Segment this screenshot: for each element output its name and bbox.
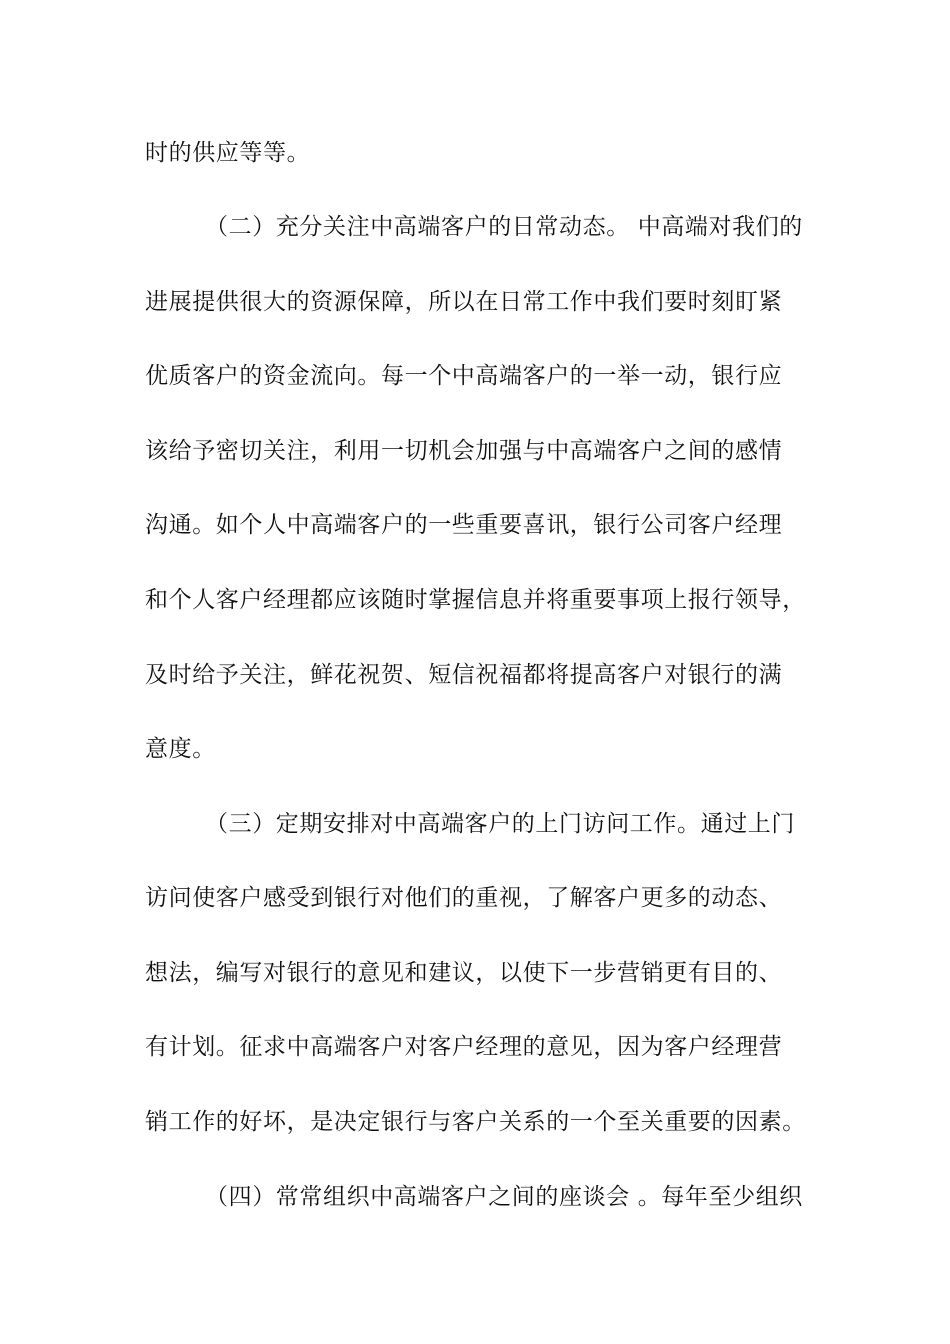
paragraph-heading-4: （四）常常组织中高端客户之间的座谈会 。每年至少组织 bbox=[205, 1184, 803, 1210]
text-line: 及时给予关注，鲜花祝贺、短信祝福都将提高客户对银行的满 bbox=[145, 662, 783, 688]
text-line: 沟通。如个人中高端客户的一些重要喜讯，银行公司客户经理 bbox=[145, 512, 783, 538]
text-line: 销工作的好坏，是决定银行与客户关系的一个至关重要的因素。 bbox=[145, 1109, 806, 1135]
paragraph-heading-2: （二）充分关注中高端客户的日常动态。 中高端对我们的 bbox=[205, 214, 803, 240]
text-line: 进展提供很大的资源保障，所以在日常工作中我们要时刻盯紧 bbox=[145, 289, 783, 315]
text-line: 访问使客户感受到银行对他们的重视，了解客户更多的动态、 bbox=[145, 885, 783, 911]
text-line: 和个人客户经理都应该随时掌握信息并将重要事项上报行领导， bbox=[145, 587, 806, 613]
text-line: 意度。 bbox=[145, 736, 216, 762]
text-line: 想法，编写对银行的意见和建议，以使下一步营销更有目的、 bbox=[145, 960, 783, 986]
text-line: 时的供应等等。 bbox=[145, 140, 311, 166]
text-line: 优质客户的资金流向。每一个中高端客户的一举一动，银行应 bbox=[145, 363, 783, 389]
text-line: 有计划。征求中高端客户对客户经理的意见，因为客户经理营 bbox=[145, 1034, 783, 1060]
paragraph-heading-3: （三）定期安排对中高端客户的上门访问工作。通过上门 bbox=[205, 811, 795, 837]
text-line: 该给予密切关注，利用一切机会加强与中高端客户之间的感情 bbox=[145, 438, 783, 464]
